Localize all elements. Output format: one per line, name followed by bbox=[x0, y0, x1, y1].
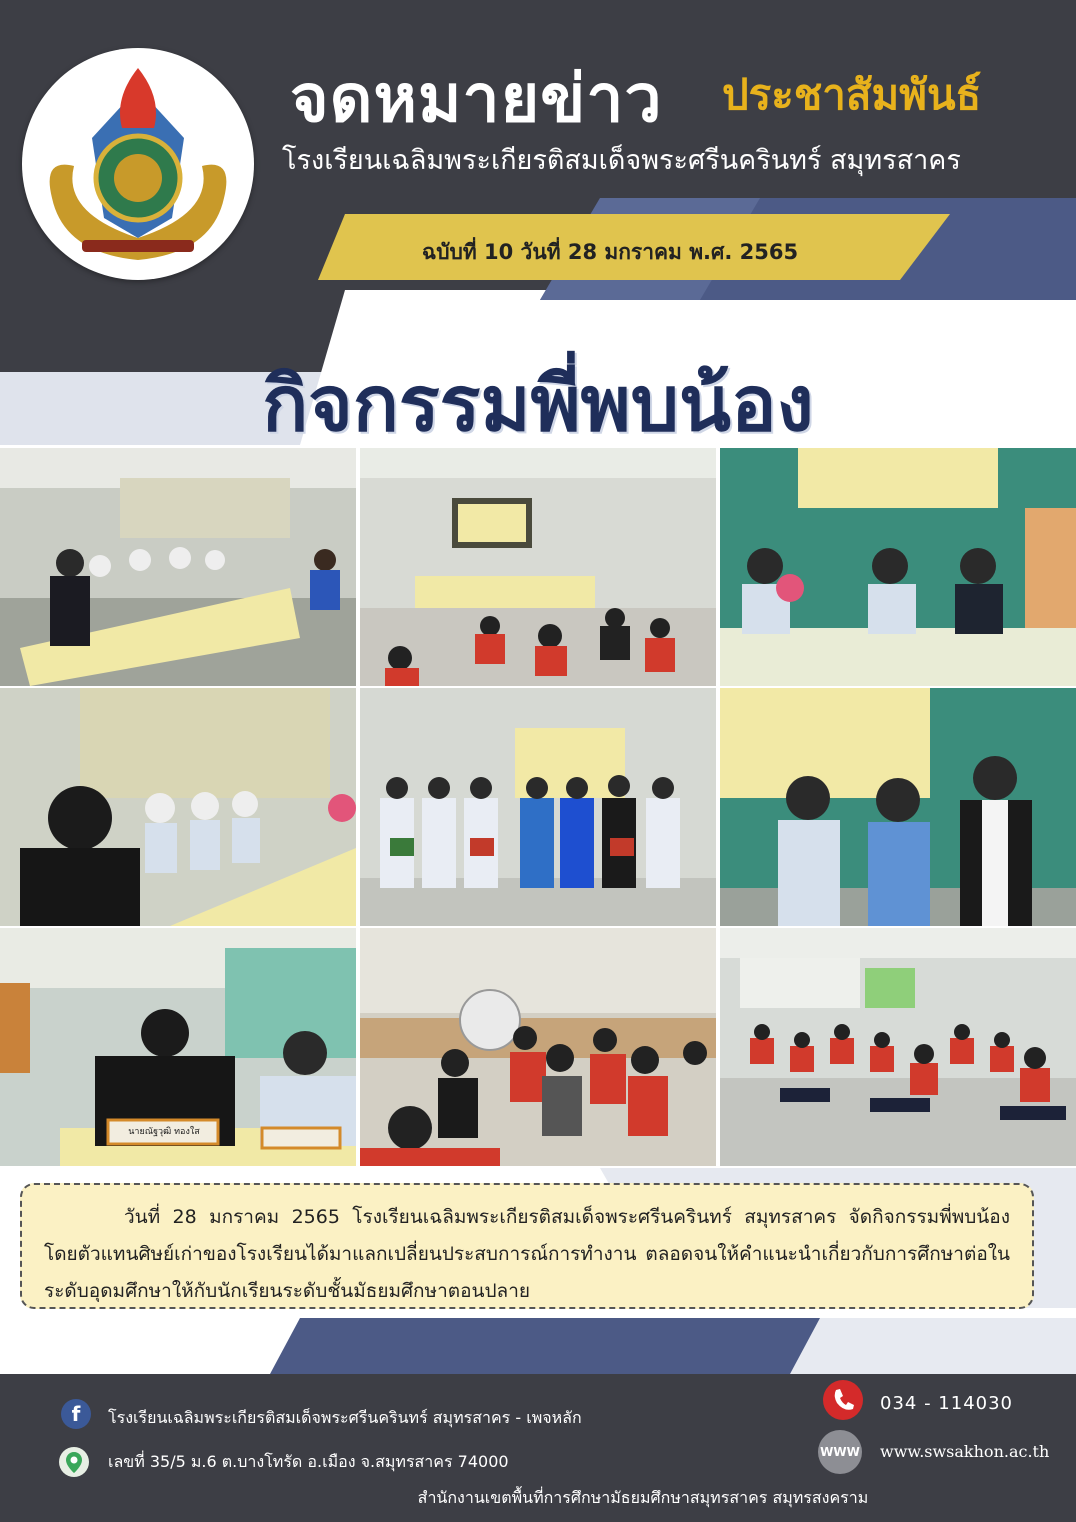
globe-icon: WWW bbox=[818, 1430, 862, 1474]
facebook-icon[interactable]: f bbox=[61, 1399, 91, 1429]
photo-hall-audience bbox=[360, 448, 716, 686]
issue-banner: ฉบับที่ 10 วันที่ 28 มกราคม พ.ศ. 2565 bbox=[421, 240, 799, 264]
school-logo bbox=[22, 48, 254, 280]
newsletter-title: จดหมายข่าว bbox=[290, 60, 663, 137]
photo-student-nameplate bbox=[0, 928, 356, 1166]
phone-icon bbox=[822, 1379, 864, 1421]
photo-student-microphone bbox=[0, 688, 356, 926]
photo-nurses-speaking bbox=[720, 448, 1076, 686]
website-link[interactable]: www.swsakhon.ac.th bbox=[880, 1442, 1050, 1461]
nameplate-label: นายณัฐวุฒิ ทองใส bbox=[128, 1127, 200, 1137]
photo-students-floor bbox=[720, 928, 1076, 1166]
school-address: เลขที่ 35/5 ม.6 ต.บางโทรัด อ.เมือง จ.สมุทรสาคร 74000 bbox=[108, 1452, 509, 1471]
newsletter-subtitle: ประชาสัมพันธ์ bbox=[722, 70, 982, 119]
photo-students-seated bbox=[360, 928, 716, 1166]
school-name: โรงเรียนเฉลิมพระเกียรติสมเด็จพระศรีนครินทร์ สมุทรสาคร bbox=[282, 145, 961, 176]
facebook-page-link[interactable]: โรงเรียนเฉลิมพระเกียรติสมเด็จพระศรีนครินทร์ สมุทรสาคร - เพจหลัก bbox=[108, 1408, 582, 1427]
photo-teacher-speaking bbox=[720, 688, 1076, 926]
photo-group-gifts bbox=[360, 688, 716, 926]
photo-panel-table bbox=[0, 448, 356, 686]
photo-grid bbox=[0, 448, 1076, 1168]
map-pin-icon bbox=[58, 1446, 90, 1478]
phone-number[interactable]: 034 - 114030 bbox=[880, 1393, 1014, 1414]
news-body: วันที่ 28 มกราคม 2565 โรงเรียนเฉลิมพระเกียรติสมเด็จพระศรีนครินทร์ สมุทรสาคร จัดกิจกรรมพี่พบน้อง โดยตัวแทนศิษย์เก่าของโรงเรียนได้มาแลกเปลี่ยนประสบการณ์การทำงาน ตลอดจนให้คำแนะนำเกี่ยวกับการศึกษาต่อในระดับอุดมศึกษาให้กับนักเรียนระดับชั้นมัธยมศึกษาตอนปลาย bbox=[20, 1183, 1034, 1309]
headline: กิจกรรมพี่พบน้อง bbox=[262, 359, 814, 448]
education-office: สำนักงานเขตพื้นที่การศึกษามัธยมศึกษาสมุทรสาคร สมุทรสงคราม bbox=[417, 1488, 869, 1507]
